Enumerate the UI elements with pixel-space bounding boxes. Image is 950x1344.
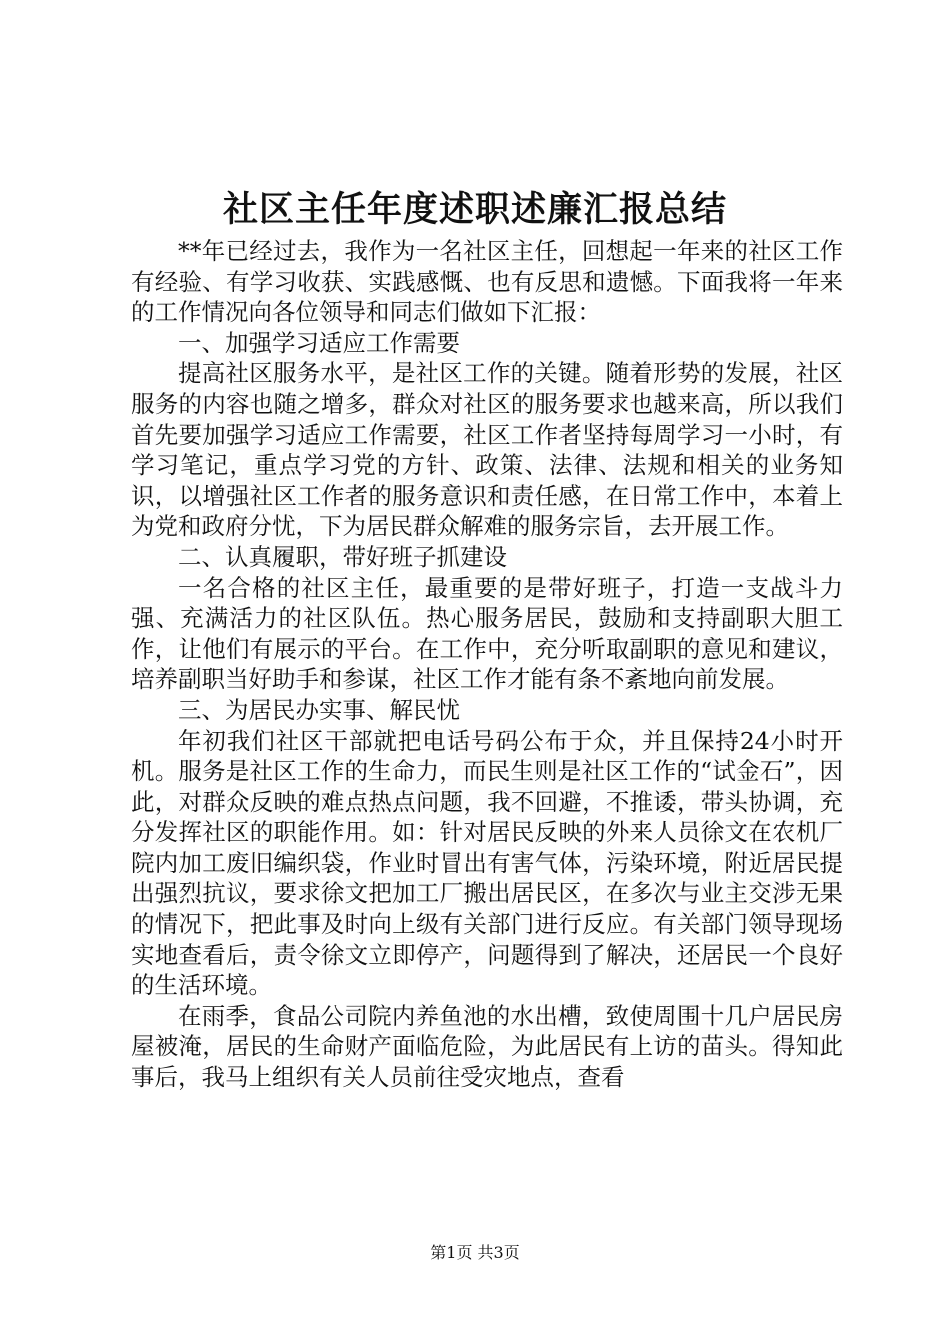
document-title: 社区主任年度述职述廉汇报总结 bbox=[222, 189, 727, 230]
paragraph-section-1: 提高社区服务水平，是社区工作的关键。随着形势的发展，社区服务的内容也随之增多，群众对社区的服务要求也越来高，所以我们首先要加强学习适应工作需要，社区工作者坚持每周学习一小时，有学习笔记，重点学习党的方针、政策、法律、法规和相关的业务知识，以增强社区工作者的服务意识和责任感，在日常工作中，本着上为党和政府分忧，下为居民群众解难的服务宗旨，去开展工作。 bbox=[131, 359, 843, 541]
paragraph-section-3-cont: 在雨季，食品公司院内养鱼池的水出槽，致使周围十几户居民房屋被淹，居民的生命财产面临危险，为此居民有上访的苗头。得知此事后，我马上组织有关人员前往受灾地点，查看 bbox=[131, 1001, 843, 1092]
paragraph-section-2: 一名合格的社区主任，最重要的是带好班子，打造一支战斗力强、充满活力的社区队伍。热心服务居民，鼓励和支持副职大胆工作，让他们有展示的平台。在工作中，充分听取副职的意见和建议，培养副职当好助手和参谋，社区工作才能有条不紊地向前发展。 bbox=[131, 573, 843, 694]
document-body bbox=[131, 236, 843, 1093]
section-heading-1: 一、加强学习适应工作需要 bbox=[178, 328, 460, 357]
section-heading-2: 二、认真履职，带好班子抓建设 bbox=[178, 542, 507, 571]
section-heading-3: 三、为居民办实事、解民忧 bbox=[178, 695, 460, 724]
paragraph-section-3: 年初我们社区干部就把电话号码公布于众，并且保持24小时开机。服务是社区工作的生命力，而民生则是社区工作的“试金石”，因此，对群众反映的难点热点问题，我不回避，不推诿，带头协调，充分发挥社区的职能作用。如：针对居民反映的外来人员徐文在农机厂院内加工废旧编织袋，作业时冒出有害气体，污染环境，附近居民提出强烈抗议，要求徐文把加工厂搬出居民区，在多次与业主交涉无果的情况下，把此事及时向上级有关部门进行反应。有关部门领导现场实地查看后，责令徐文立即停产，问题得到了解决，还居民一个良好的生活环境。 bbox=[131, 726, 843, 1000]
paragraph-intro: **年已经过去，我作为一名社区主任，回想起一年来的社区工作有经验、有学习收获、实践感慨、也有反思和遗憾。下面我将一年来的工作情况向各位领导和同志们做如下汇报： bbox=[131, 237, 843, 327]
page-number-footer: 第1页 共3页 bbox=[430, 1243, 520, 1262]
